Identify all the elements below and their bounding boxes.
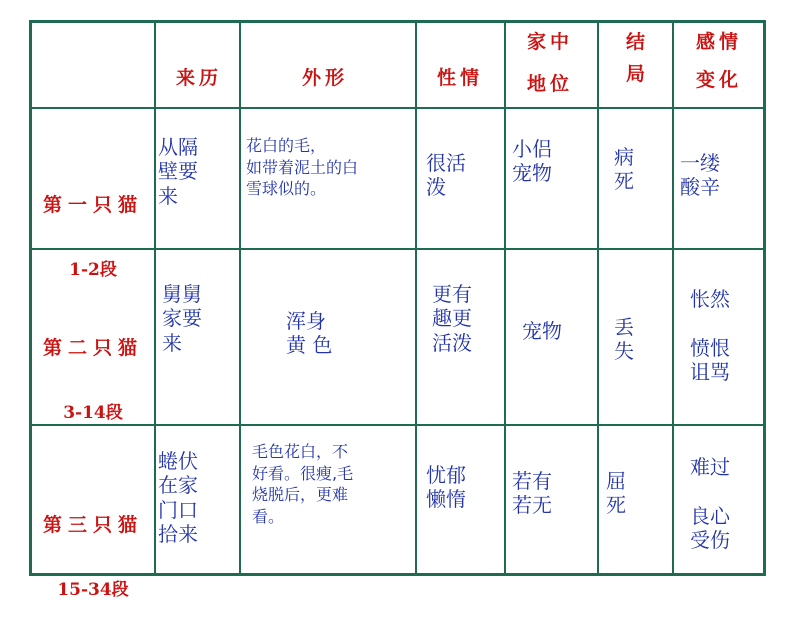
header-appearance: 外形 [302,67,349,89]
cell-appearance: 花白的毛， 如带着泥土的白 雪球似的。 [246,136,359,199]
segment-range: 3-14段 [63,403,123,424]
header-feeling-line2: 变化 [696,69,743,91]
header-temperament: 性情 [437,67,484,89]
cell-appearance: 浑身 黄 色 [286,309,333,358]
cell-feeling: 怅然 愤恨 诅骂 [690,287,730,385]
cell-appearance: 毛色花白，不 好看。很瘦,毛 烧脱后，更难 看。 [252,442,354,526]
row-label-cat-2 [32,298,154,463]
cell-source: 蜷伏 在家 门口 拾来 [158,449,198,547]
column-divider [239,23,241,573]
cell-status: 若有 若无 [512,469,552,518]
segment-range: 1-2段 [69,260,117,281]
header-ending-line1: 结 [626,31,650,53]
cell-temperament: 忧郁 懒惰 [426,463,466,512]
cell-source: 舅舅 家要 来 [162,282,202,355]
comparison-table [29,20,766,601]
column-divider [672,23,674,573]
cat-name: 第一只猫 [42,194,143,217]
cell-source: 从隔 壁要 来 [158,135,198,208]
row-divider [32,107,763,109]
row-label-cat-3 [32,475,154,640]
column-divider [415,23,417,573]
column-divider [597,23,599,573]
cell-feeling: 一缕 酸辛 [680,151,720,200]
column-divider [154,23,156,573]
header-source: 来历 [176,67,223,89]
row-label-cat-1 [32,155,154,320]
segment-range: 15-34段 [57,580,129,601]
cell-status: 小侣 宠物 [512,137,552,186]
cat-name: 第三只猫 [42,514,143,537]
header-ending-line2: 局 [626,63,650,85]
cell-ending: 屈 死 [606,469,626,518]
cell-feeling: 难过 良心 受伤 [690,455,730,553]
cell-status: 宠物 [522,319,562,343]
header-status-line2: 地位 [527,73,574,95]
cell-ending: 丢 失 [614,315,634,364]
header-status-line1: 家中 [527,31,574,53]
cell-ending: 病 死 [614,145,634,194]
cat-name: 第二只猫 [42,337,143,360]
header-feeling-line1: 感情 [696,31,743,53]
cell-temperament: 很活 泼 [426,151,466,200]
cell-temperament: 更有 趣更 活泼 [432,282,472,355]
column-divider [504,23,506,573]
